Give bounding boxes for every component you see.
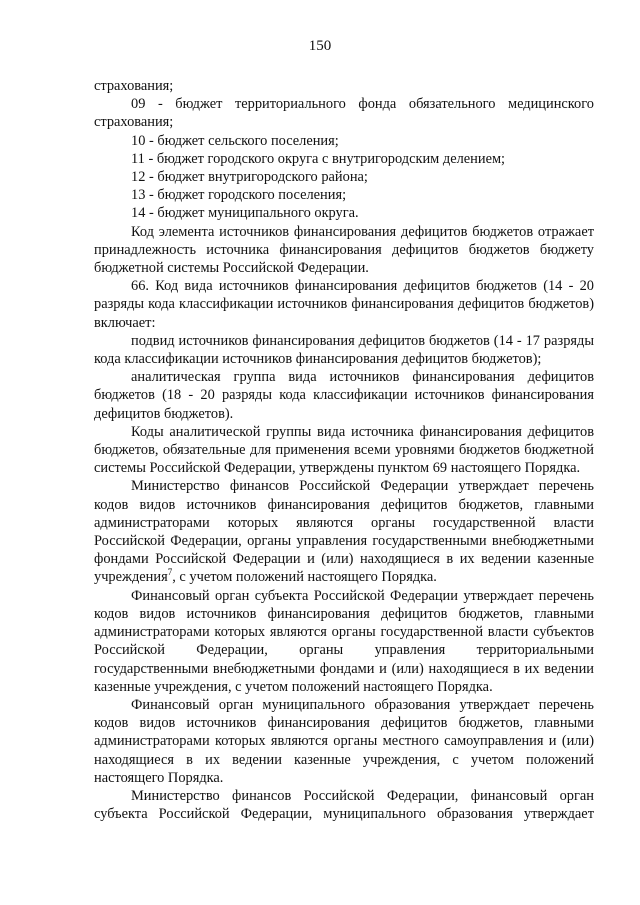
paragraph: Министерство финансов Российской Федерации, финансовый орган субъекта Российской Федерации, муниципального образования утверждает [94,787,594,823]
paragraph: 12 - бюджет внутригородского района; [131,169,368,186]
document-body [94,77,594,823]
paragraph [94,477,594,586]
paragraph: 66. Код вида источников финансирования дефицитов бюджетов (14 - 20 разряды кода классификации источников финансирования дефицитов бюджетов) включает: [94,278,594,331]
paragraph-text: , с учетом положений настоящего Порядка. [172,569,437,586]
paragraph: Финансовый орган муниципального образования утверждает перечень кодов видов источников финансирования дефицитов бюджетов, главными администраторами которых являются органы местного самоуправления и (или) находящиеся в их ведении казенные учреждения, с учетом положений настоящего Порядка. [94,696,594,786]
paragraph: 14 - бюджет муниципального округа. [131,205,359,222]
paragraph: Код элемента источников финансирования дефицитов бюджетов отражает принадлежность источника финансирования дефицитов бюджетов бюджету бюджетной системы Российской Федерации. [94,223,594,277]
page-number: 150 [308,38,332,54]
paragraph: Коды аналитической группы вида источника финансирования дефицитов бюджетов, обязательные для применения всеми уровнями бюджетов бюджетной системы Российской Федерации, утверждены пунктом 69 настоящего Порядка. [94,423,594,477]
paragraph-text: Министерство финансов Российской Федерации утверждает перечень кодов видов источников финансирования дефицитов бюджетов, главными администраторами которых являются органы государственной власти Российской Федерации, органы управления государственными внебюджетными фондами Российской Федерации и (или) находящиеся в их ведении казенные учреждения [94,478,594,586]
paragraph: страхования; [94,78,174,94]
footnote-marker: 7 [167,567,173,578]
paragraph: 13 - бюджет городского поселения; [131,187,347,204]
paragraph: 09 - бюджет территориального фонда обязательного медицинского страхования; [94,96,594,131]
paragraph: аналитическая группа вида источников финансирования дефицитов бюджетов (18 - 20 разряды кода классификации источников финансирования дефицитов бюджетов). [94,369,594,422]
paragraph: 11 - бюджет городского округа с внутригородским делением; [131,150,506,167]
paragraph: подвид источников финансирования дефицитов бюджетов (14 - 17 разряды кода классификации источников финансирования дефицитов бюджетов); [94,332,594,368]
paragraph: Финансовый орган субъекта Российской Федерации утверждает перечень кодов видов источников финансирования дефицитов бюджетов, главными администраторами которых являются органы государственной власти субъектов Российской Федерации, органы управления территориальными государственными внебюджетными фондами и (или) находящиеся в их ведении казенные учреждения, с учетом положений настоящего Порядка. [94,587,594,695]
paragraph: 10 - бюджет сельского поселения; [131,132,339,149]
